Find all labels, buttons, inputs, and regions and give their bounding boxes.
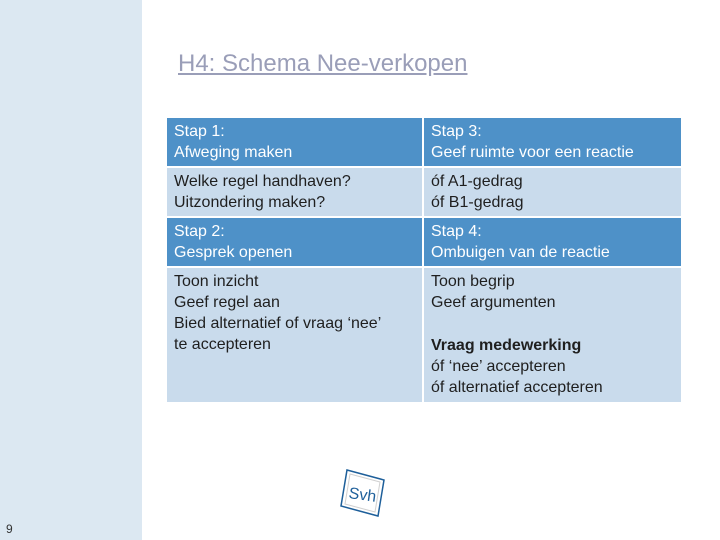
cell-line: Geef argumenten <box>431 294 556 311</box>
table-row-step-2-4-details <box>167 268 681 404</box>
cell-line: Gesprek openen <box>174 244 293 261</box>
left-sidebar-panel <box>0 0 142 540</box>
cell-step-1 <box>167 118 424 168</box>
cell-line: óf B1-gedrag <box>431 194 524 211</box>
spacer <box>431 313 674 335</box>
table-row-step-1-3 <box>167 118 681 168</box>
slide-title: H4: Schema Nee-verkopen <box>178 50 468 77</box>
cell-line: te accepteren <box>174 336 271 353</box>
cell-step-2 <box>167 218 424 268</box>
cell-line: Geef ruimte voor een reactie <box>431 144 634 161</box>
table-row-step-2-4 <box>167 218 681 268</box>
table-row-step-1-3-details <box>167 168 681 218</box>
cell-line: Bied alternatief of vraag ‘nee’ <box>174 315 382 332</box>
cell-line: Stap 1: <box>174 123 225 140</box>
schema-table <box>167 118 681 404</box>
cell-line: Stap 3: <box>431 123 482 140</box>
page-number: 9 <box>6 522 13 536</box>
cell-line: Stap 4: <box>431 223 482 240</box>
logo-text: Svh <box>347 485 378 506</box>
cell-line: Toon inzicht <box>174 273 259 290</box>
cell-line: Welke regel handhaven? <box>174 173 351 190</box>
cell-line: Geef regel aan <box>174 294 280 311</box>
cell-step-4-details <box>424 268 681 404</box>
cell-line: Toon begrip <box>431 273 515 290</box>
cell-step-1-details <box>167 168 424 218</box>
cell-step-2-details <box>167 268 424 404</box>
cell-line: óf ‘nee’ accepteren <box>431 358 566 375</box>
cell-step-3-details <box>424 168 681 218</box>
svh-logo-icon <box>338 468 388 518</box>
cell-line: Afweging maken <box>174 144 293 161</box>
cell-line: Ombuigen van de reactie <box>431 244 610 261</box>
cell-line: Uitzondering maken? <box>174 194 326 211</box>
cell-line-emphasis: Vraag medewerking <box>431 337 582 354</box>
cell-step-3 <box>424 118 681 168</box>
svh-logo <box>338 468 388 518</box>
cell-step-4 <box>424 218 681 268</box>
cell-line: Stap 2: <box>174 223 225 240</box>
cell-line: óf alternatief accepteren <box>431 379 603 396</box>
cell-line: óf A1-gedrag <box>431 173 523 190</box>
